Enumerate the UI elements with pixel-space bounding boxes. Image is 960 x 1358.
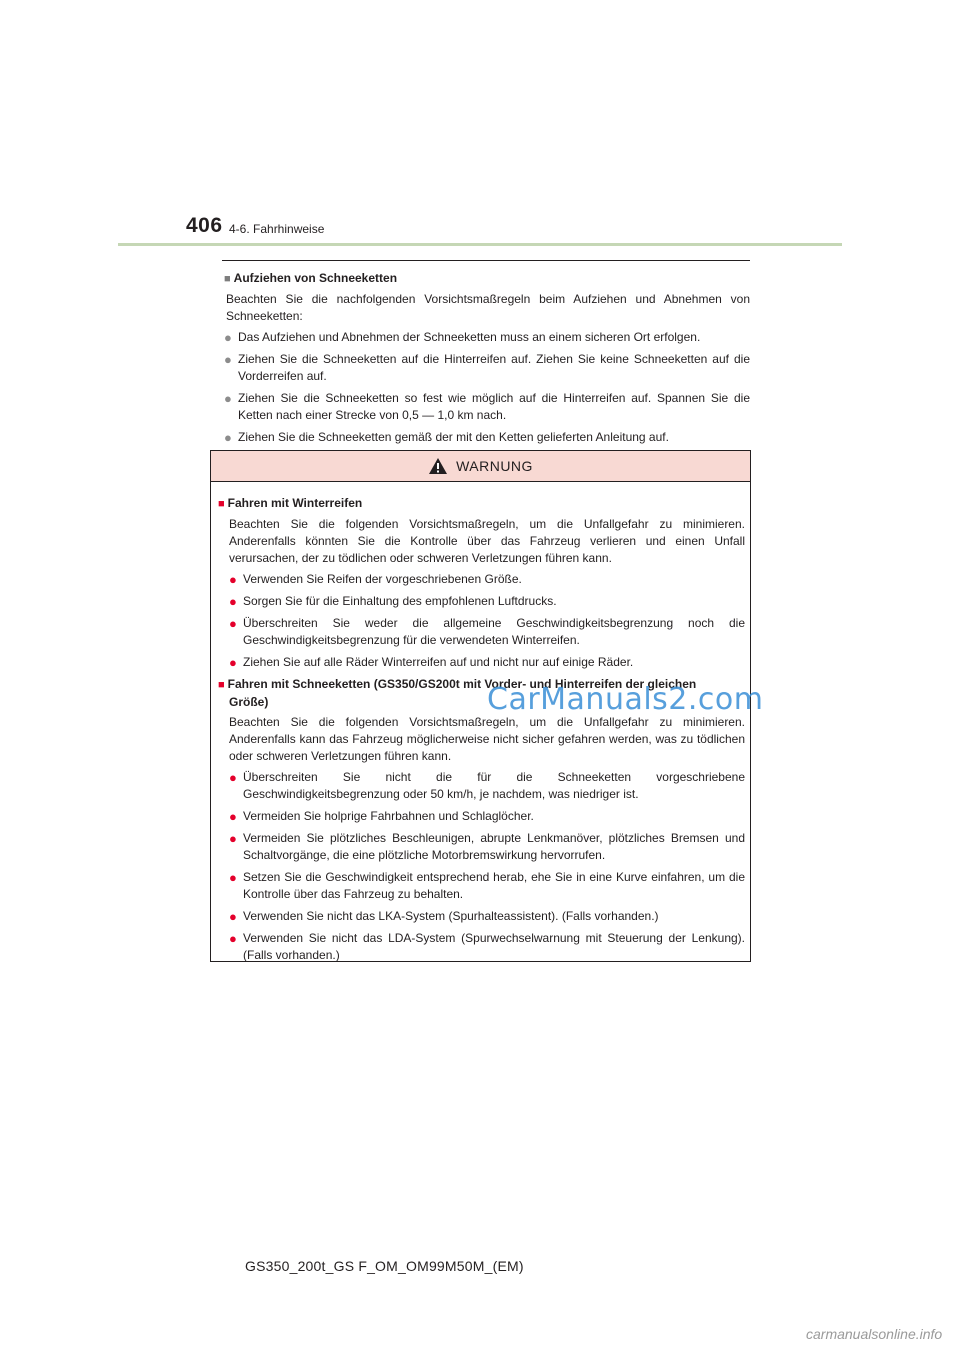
bullet-dot-icon: ● (224, 391, 232, 406)
snow-chains-section (224, 268, 750, 451)
bullet-dot-icon: ● (229, 809, 237, 824)
square-bullet-icon: ■ (218, 498, 225, 510)
bullet-dot-icon: ● (229, 594, 237, 609)
watermark-logo: CarManuals2.com (487, 682, 764, 717)
list-item: ● Ziehen Sie auf alle Räder Winterreifen auf und nicht nur auf einige Räder. (229, 655, 634, 670)
list-item: ● Überschreiten Sie weder die allgemeine Geschwindigkeitsbegrenzung noch die Geschwindigkeitsbegrenzung für die verwendeten Winterreifen. (229, 616, 745, 647)
footer-document-code: GS350_200t_GS F_OM_OM99M50M_(EM) (245, 1258, 524, 1274)
winter-tires-heading: ■ Fahren mit Winterreifen (218, 496, 363, 510)
warning-title: WARNUNG (456, 458, 533, 474)
snow-chains-intro: Beachten Sie die folgenden Vorsichtsmaßregeln, um die Unfallgefahr zu minimieren. Anderenfalls kann das Fahrzeug möglicherweise nicht sicher gefahren werden, was zu tödlichen oder schweren Verletzungen führen kann. (229, 715, 745, 763)
list-item: ● Das Aufziehen und Abnehmen der Schneeketten muss an einem sicheren Ort erfolgen. (224, 330, 701, 345)
section-intro: Beachten Sie die nachfolgenden Vorsichtsmaßregeln beim Aufziehen und Abnehmen von Schneeketten: (226, 292, 750, 323)
list-item: ● Verwenden Sie Reifen der vorgeschriebenen Größe. (229, 572, 522, 587)
list-item: ● Sorgen Sie für die Einhaltung des empfohlenen Luftdrucks. (229, 594, 557, 609)
list-item: ● Ziehen Sie die Schneeketten so fest wie möglich auf die Hinterreifen auf. Spannen Sie die Ketten nach einer Strecke von 0,5 — 1,0 km nach. (224, 391, 750, 422)
section-heading-text: Aufziehen von Schneeketten (233, 271, 398, 285)
list-item: ● Ziehen Sie die Schneeketten auf die Hinterreifen auf. Ziehen Sie keine Schneeketten auf die Vorderreifen auf. (224, 352, 750, 383)
bullet-dot-icon: ● (229, 616, 237, 631)
header-rule (118, 243, 842, 246)
warning-triangle-icon (428, 457, 448, 475)
winter-tires-list (229, 571, 745, 671)
bullet-list (224, 329, 750, 446)
bullet-dot-icon: ● (229, 909, 237, 924)
list-item: ● Überschreiten Sie nicht die für die Schneeketten vorgeschriebene Geschwindigkeitsbegrenzung oder 50 km/h, je nachdem, was niedriger ist. (229, 770, 745, 801)
section-title: 4-6. Fahrhinweise (229, 222, 325, 236)
bullet-dot-icon: ● (229, 831, 237, 846)
bullet-dot-icon: ● (229, 572, 237, 587)
square-bullet-icon: ■ (224, 273, 231, 285)
winter-tires-intro: Beachten Sie die folgenden Vorsichtsmaßregeln, um die Unfallgefahr zu minimieren. Anderenfalls könnten Sie die Kontrolle über das Fahrzeug verlieren und einen Unfall verursachen, der zu tödlichen oder schweren Verletzungen führen kann. (229, 517, 745, 565)
bullet-dot-icon: ● (224, 430, 232, 445)
snow-chains-list (229, 769, 745, 964)
bullet-dot-icon: ● (229, 770, 237, 785)
list-item: ● Setzen Sie die Geschwindigkeit entsprechend herab, ehe Sie in eine Kurve einfahren, um die Kontrolle über das Fahrzeug zu behalten. (229, 870, 745, 901)
bullet-dot-icon: ● (229, 870, 237, 885)
square-bullet-icon: ■ (218, 679, 225, 691)
bullet-dot-icon: ● (229, 931, 237, 946)
list-item: ● Vermeiden Sie holprige Fahrbahnen und Schlaglöcher. (229, 809, 534, 824)
bullet-dot-icon: ● (224, 352, 232, 367)
warning-body (218, 493, 745, 969)
section-heading (224, 270, 750, 288)
snow-chains-heading: ■ Fahren mit Schneeketten (GS350/GS200t mit Vorder- und Hinterreifen der gleichen Größe) (218, 677, 697, 709)
list-item: ● Ziehen Sie die Schneeketten gemäß der mit den Ketten gelieferten Anleitung auf. (224, 430, 669, 445)
bullet-dot-icon: ● (224, 330, 232, 345)
warning-header (211, 451, 750, 482)
list-item: ● Verwenden Sie nicht das LDA-System (Spurwechselwarnung mit Steuerung der Lenkung). (Falls vorhanden.) (229, 931, 745, 962)
bullet-dot-icon: ● (229, 655, 237, 670)
list-item: ● Verwenden Sie nicht das LKA-System (Spurhalteassistent). (Falls vorhanden.) (229, 909, 659, 924)
footer-site-link[interactable]: carmanualsonline.info (806, 1326, 943, 1342)
page-number: 406 (186, 214, 223, 237)
list-item: ● Vermeiden Sie plötzliches Beschleunigen, abrupte Lenkmanöver, plötzliches Bremsen und Schaltvorgänge, die eine plötzliche Motorbremswirkung hervorrufen. (229, 831, 745, 862)
content-top-rule (222, 260, 750, 261)
